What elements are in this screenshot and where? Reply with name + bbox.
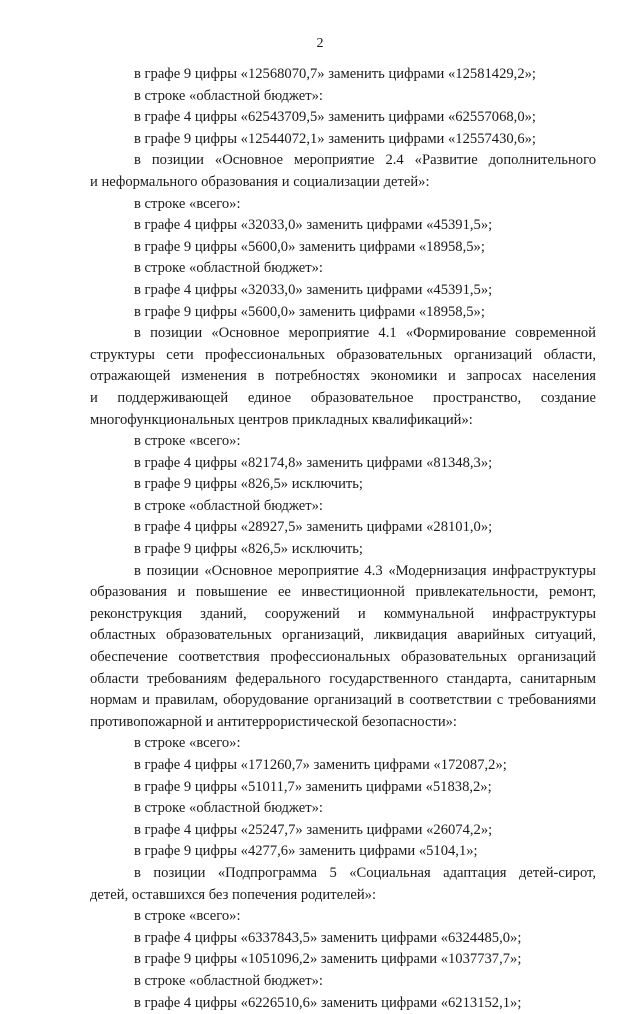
text-line: в строке «областной бюджет»: [134, 260, 323, 277]
text-line: области требованиям федерального государственного стандарта, санитарным [90, 670, 596, 687]
text-line: нормам и правилам, оборудование организаций в соответствии с требованиями [90, 692, 596, 709]
text-line: отражающей изменения в потребностях экономики и запросах населения [90, 368, 596, 385]
text-line: структуры сети профессиональных образовательных организаций области, [90, 346, 596, 363]
text-line: областных образовательных организаций, ликвидация аварийных ситуаций, [90, 627, 596, 644]
text-line: в графе 4 цифры «171260,7» заменить цифрами «172087,2»; [134, 757, 507, 773]
text-line: детей, оставшихся без попечения родителей»: [90, 886, 377, 903]
text-line: в строке «всего»: [134, 433, 241, 450]
text-line: в графе 9 цифры «12544072,1» заменить цифрами «12557430,6»; [134, 130, 536, 147]
text-line: в графе 9 цифры «51011,7» заменить цифрами «51838,2»; [134, 778, 492, 795]
text-line: в строке «областной бюджет»: [134, 800, 323, 817]
text-line: в строке «всего»: [134, 195, 241, 212]
text-line: в графе 9 цифры «12568070,7» заменить цифрами «12581429,2»; [134, 66, 536, 82]
text-line: и неформального образования и социализации детей»: [90, 173, 430, 190]
text-line: в графе 4 цифры «28927,5» заменить цифрами «28101,0»; [134, 519, 493, 536]
text-line: в графе 9 цифры «4277,6» заменить цифрами «5104,1»; [134, 843, 478, 860]
text-line: в графе 4 цифры «32033,0» заменить цифрами «45391,5»; [134, 281, 493, 298]
text-line: в строке «областной бюджет»: [134, 497, 323, 514]
text-line: в строке «всего»: [134, 735, 241, 752]
text-line: реконструкция зданий, сооружений и коммунальной инфраструктуры [90, 605, 596, 622]
text-line: в графе 9 цифры «826,5» исключить; [134, 476, 363, 493]
text-line: в графе 4 цифры «6226510,6» заменить цифрами «6213152,1»; [134, 994, 522, 1011]
text-line: в позиции «Подпрограмма 5 «Социальная адаптация детей-сирот, [134, 864, 596, 881]
text-line: в графе 9 цифры «826,5» исключить; [134, 541, 363, 558]
text-line: в строке «всего»: [134, 908, 241, 925]
document-body [90, 64, 596, 1014]
text-line: противопожарной и антитеррористической безопасности»: [90, 713, 457, 730]
text-line: в позиции «Основное мероприятие 4.1 «Формирование современной [134, 325, 596, 342]
text-line: в позиции «Основное мероприятие 2.4 «Развитие дополнительного [134, 152, 596, 169]
text-line: в графе 9 цифры «1051096,2» заменить цифрами «1037737,7»; [134, 951, 522, 968]
text-line: в графе 4 цифры «82174,8» заменить цифрами «81348,3»; [134, 454, 493, 471]
text-line: и поддерживающей единое образовательное пространство, создание [90, 389, 596, 406]
text-line: образования и повышение ее инвестиционной привлекательности, ремонт, [90, 584, 596, 601]
page-number: 2 [316, 36, 324, 51]
text-line: в строке «областной бюджет»: [134, 972, 323, 989]
text-line: в графе 9 цифры «5600,0» заменить цифрами «18958,5»; [134, 303, 485, 320]
text-line: в графе 4 цифры «32033,0» заменить цифрами «45391,5»; [134, 217, 493, 234]
text-line: многофункциональных центров прикладных квалификаций»: [90, 411, 473, 428]
text-line: в графе 9 цифры «5600,0» заменить цифрами «18958,5»; [134, 238, 485, 255]
text-line: в строке «областной бюджет»: [134, 87, 323, 104]
text-line: в графе 4 цифры «25247,7» заменить цифрами «26074,2»; [134, 821, 493, 838]
text-line: в графе 4 цифры «62543709,5» заменить цифрами «62557068,0»; [134, 109, 536, 126]
text-line: в позиции «Основное мероприятие 4.3 «Модернизация инфраструктуры [134, 562, 596, 579]
text-line: обеспечение соответствия профессиональных образовательных организаций [90, 649, 596, 666]
text-line: в графе 4 цифры «6337843,5» заменить цифрами «6324485,0»; [134, 929, 522, 946]
